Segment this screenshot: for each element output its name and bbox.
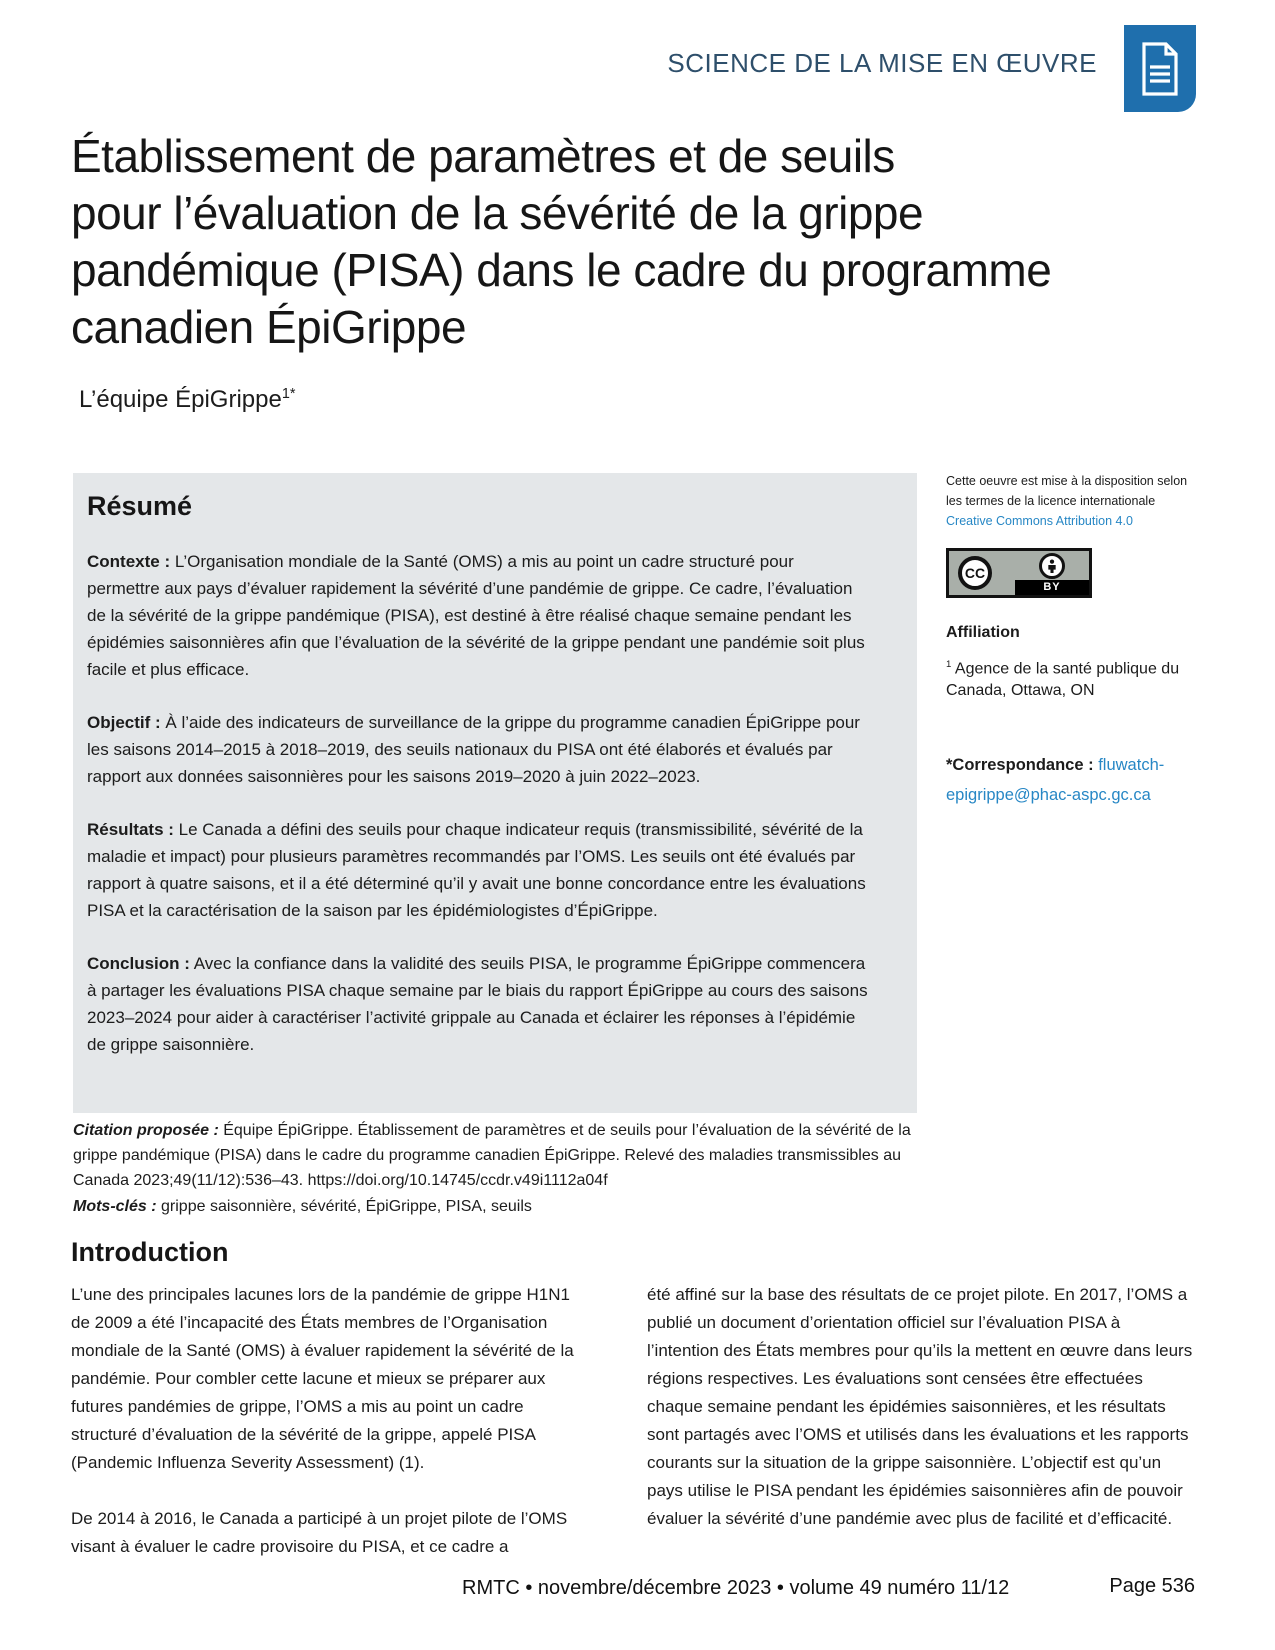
section-label: Objectif : xyxy=(87,713,161,732)
license-text-line: Cette oeuvre est mise à la disposition selon xyxy=(946,474,1188,488)
cc-logo-icon: CC xyxy=(958,556,992,590)
keywords-text: grippe saisonnière, sévérité, ÉpiGrippe, PISA, seuils xyxy=(156,1198,532,1215)
citation-label: Citation proposée : xyxy=(73,1122,219,1139)
section-text: L’Organisation mondiale de la Santé (OMS) a mis au point un cadre structuré pour permettre aux pays d’évaluer rapidement la sévérité d’une pandémie de grippe. Ce cadre, l’évaluation de la sévérité de la grippe pandémique (PISA), est destiné à être réalisé chaque semaine pendant les épidémies saisonnières afin que l’évaluation de la sévérité de la grippe pendant une pandémie soit plus facile et plus efficace. xyxy=(87,552,865,679)
introduction-heading: Introduction xyxy=(71,1237,229,1267)
keywords xyxy=(73,1194,935,1219)
title-line: canadien ÉpiGrippe xyxy=(71,301,467,353)
intro-paragraph: été affiné sur la base des résultats de ce projet pilote. En 2017, l’OMS a publié un document d’orientation officiel sur l’évaluation PISA à l’intention des États membres pour qu’ils la mettent en œuvre dans leurs régions respectives. Les évaluations sont censées être effectuées chaque semaine pendant les épidémies saisonnières, et les résultats sont partagés avec l’OMS et utilisés dans les évaluations et les rapports courants sur la situation de la grippe saisonnière. L’objectif est qu’un pays utilise le PISA pendant les épidémies saisonnières afin de pouvoir évaluer la sévérité d’une pandémie avec plus de facilité et d’efficacité. xyxy=(647,1285,1193,1528)
section-text: Le Canada a défini des seuils pour chaque indicateur requis (transmissibilité, sévérité de la maladie et impact) pour plusieurs paramètres recommandés par l’OMS. Les seuils ont été évalués par rapport à quatre saisons, et il a été déterminé qu’il y avait une bonne concordance entre les évaluations PISA et la caractérisation de la saison par les épidémiologistes d’ÉpiGrippe. xyxy=(87,820,866,920)
section-category-header: SCIENCE DE LA MISE EN ŒUVRE xyxy=(667,48,1097,78)
correspondence xyxy=(946,750,1180,810)
affiliation-heading: Affiliation xyxy=(946,624,1020,641)
person-icon xyxy=(1039,553,1065,579)
author-line xyxy=(79,386,295,414)
license-text-line: les termes de la licence internationale xyxy=(946,494,1156,508)
intro-column-right xyxy=(647,1281,1194,1533)
affiliation-body: Agence de la santé publique du Canada, Ottawa, ON xyxy=(946,660,1180,700)
section-text: Avec la confiance dans la validité des seuils PISA, le programme ÉpiGrippe commencera à partager les évaluations PISA chaque semaine par le biais du rapport ÉpiGrippe au cours des saisons 2023–2024 pour aider à caractériser l’activité grippale au Canada et éclairer les réponses à l’épidémie de grippe saisonnière. xyxy=(87,954,868,1054)
sidebar xyxy=(946,471,1194,810)
title-line: pandémique (PISA) dans le cadre du programme xyxy=(71,244,1052,296)
author-superscript: 1* xyxy=(281,386,296,402)
license-link[interactable]: Creative Commons Attribution 4.0 xyxy=(946,514,1133,528)
resume-section-objectif xyxy=(87,709,869,790)
resume-section-conclusion xyxy=(87,950,869,1058)
correspondence-email-link[interactable]: fluwatch-epigrippe@phac-aspc.gc.ca xyxy=(946,756,1165,805)
affiliation-superscript: 1 xyxy=(946,659,952,670)
title-line: pour l’évaluation de la sévérité de la grippe xyxy=(71,187,924,239)
resume-section-resultats xyxy=(87,816,869,924)
section-label: Conclusion : xyxy=(87,954,190,973)
article-title xyxy=(71,128,1181,356)
resume-section-contexte xyxy=(87,548,869,683)
author-name: L’équipe ÉpiGrippe xyxy=(79,386,282,413)
section-label: Résultats : xyxy=(87,820,174,839)
citation xyxy=(73,1118,935,1193)
affiliation-text xyxy=(946,654,1194,702)
section-text: À l’aide des indicateurs de surveillance de la grippe du programme canadien ÉpiGrippe pour les saisons 2014–2015 à 2018–2019, des seuils nationaux du PISA ont été élaborés et évalués par rapport aux données saisonnières pour les saisons 2019–2020 à juin 2022–2023. xyxy=(87,713,860,786)
footer-journal-line: RMTC • novembre/décembre 2023 • volume 49 numéro 11/12 xyxy=(462,1577,1010,1599)
correspondence-label: *Correspondance : xyxy=(946,756,1094,775)
resume-heading: Résumé xyxy=(87,491,193,521)
section-label: Contexte : xyxy=(87,552,171,571)
by-label: BY xyxy=(1015,580,1089,595)
title-line: Établissement de paramètres et de seuils xyxy=(71,130,895,182)
resume-box xyxy=(73,473,917,1113)
intro-column-left xyxy=(71,1281,588,1561)
cc-by-badge xyxy=(946,548,1092,598)
citation-text: Équipe ÉpiGrippe. Établissement de paramètres et de seuils pour l’évaluation de la sévérité de la grippe pandémique (PISA) dans le cadre du programme canadien ÉpiGrippe. Relevé des maladies transmissibles au Canada 2023;49(11/12):536–43. https://doi.org/10.14745/ccdr.v49i1112a04f xyxy=(73,1122,911,1189)
citation-block xyxy=(73,1118,935,1219)
intro-paragraph: De 2014 à 2016, le Canada a participé à un projet pilote de l’OMS visant à évaluer le cadre provisoire du PISA, et ce cadre a xyxy=(71,1509,568,1556)
intro-paragraph: L’une des principales lacunes lors de la pandémie de grippe H1N1 de 2009 a été l’incapacité des États membres de l’Organisation mondiale de la Santé (OMS) à évaluer rapidement la sévérité de la pandémie. Pour combler cette lacune et mieux se préparer aux futures pandémies de grippe, l’OMS a mis au point un cadre structuré d’évaluation de la sévérité de la grippe, appelé PISA (Pandemic Influenza Severity Assessment) (1). xyxy=(71,1285,574,1472)
document-icon xyxy=(1124,25,1196,112)
license-note xyxy=(946,471,1194,531)
footer-page-number: Page 536 xyxy=(1109,1575,1195,1597)
keywords-label: Mots-clés : xyxy=(73,1198,157,1215)
